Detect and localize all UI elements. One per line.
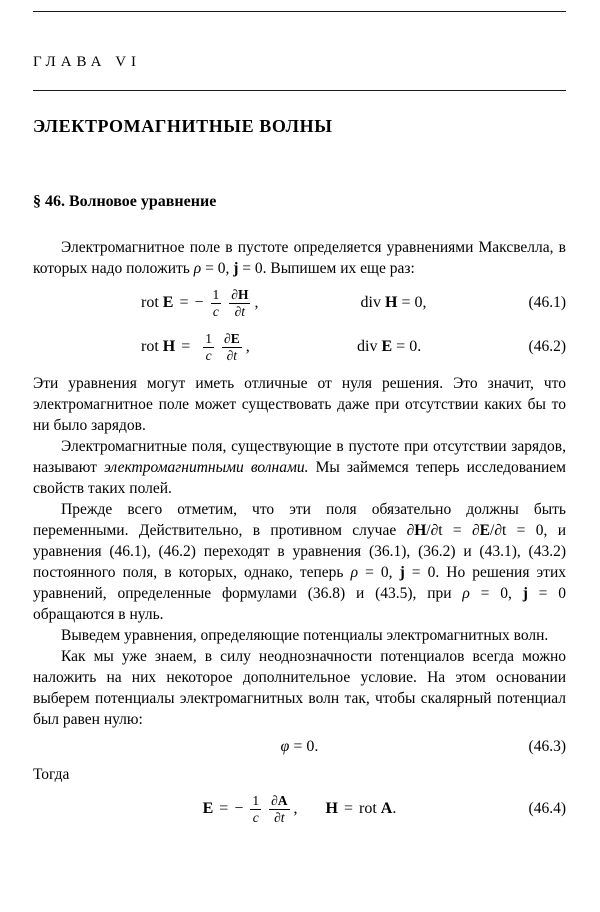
text-segment: E (479, 522, 491, 539)
equation-number-46-3: (46.3) (528, 738, 566, 755)
section-heading: § 46. Волновое уравнение (33, 193, 217, 210)
rot-operator: rot (141, 338, 159, 355)
text-segment: = 0, (201, 260, 234, 277)
minus-sign: − (194, 294, 204, 311)
vector-A: A (380, 800, 393, 817)
equation-46-1 (33, 283, 566, 323)
paragraph-5 (33, 625, 566, 646)
text-segment: электромагнитными волнами. (103, 459, 309, 476)
equation-46-3 (33, 734, 566, 760)
vector-E: E (202, 800, 214, 817)
text-segment: H (414, 522, 427, 539)
paragraph-4 (33, 499, 566, 625)
vector-H: H (162, 338, 176, 355)
vector-E: E (381, 338, 393, 355)
equation-number-46-2: (46.2) (528, 338, 566, 355)
comma: , (254, 294, 259, 311)
formula-e-potential (203, 793, 298, 825)
formula-div-e: div E = 0. (357, 338, 422, 355)
equation-46-2 (33, 327, 566, 367)
text-segment: ρ (350, 564, 359, 581)
equals-sign: = (343, 800, 354, 817)
text-segment: Электромагнитные поля, существующие в пустоте при отсутствии зарядов, называют (33, 438, 566, 476)
text-segment: ρ (462, 585, 470, 602)
text-segment: j (522, 585, 528, 602)
paragraph-2 (33, 373, 566, 436)
fraction-dA-dt: $\frac{\partial A}{\partial t}$ (271, 792, 288, 825)
paragraph-7 (33, 764, 566, 785)
div-operator: div (360, 294, 381, 311)
fraction-dH-dt: $\frac{\partial H}{\partial t}$ (231, 286, 249, 319)
vector-H: H (325, 800, 338, 817)
text-segment: Мы займемся теперь исследованием свойств таких полей. (33, 459, 566, 497)
period: . (392, 800, 397, 817)
formula-div-h: div H = 0, (360, 294, 427, 311)
text-segment: Эти уравнения могут иметь отличные от нуля решения. Это значит, что электромагнитное поле может существовать даже при отсутствии каких бы то ни было зарядов. (33, 375, 566, 434)
text-segment: ρ (193, 260, 202, 277)
fraction-one-over-c: $\frac{1}{c}$ (252, 792, 260, 825)
text-segment: = 0. Выпишем их еще раз: (238, 260, 415, 277)
fraction-one-over-c: $\frac{1}{c}$ (205, 330, 213, 363)
rot-operator: rot (359, 800, 377, 817)
rot-operator: rot (141, 294, 159, 311)
text-segment: j (233, 260, 239, 277)
text-segment: /∂t = 0, и уравнения (46.1), (46.2) переходят в уравнения (36.1), (36.2) и (43.1), (43.2) постоянного поля, в которых, однако, теперь (33, 522, 566, 581)
formula-phi-zero: φ = 0. (280, 738, 319, 755)
text-segment: = 0, (469, 585, 523, 602)
vector-E: E (162, 294, 174, 311)
equation-number-46-1: (46.1) (528, 294, 566, 311)
fraction-dE-dt: $\frac{\partial E}{\partial t}$ (224, 330, 240, 363)
equals-sign: = (219, 800, 229, 817)
text-segment: = 0, (358, 564, 400, 581)
text-segment: = 0. Но решения этих уравнений, определенные формулами (36.8) и (43.5), при (33, 564, 566, 602)
div-operator: div (357, 338, 378, 355)
text-segment: Тогда (33, 766, 70, 783)
formula-rot-h (141, 331, 250, 363)
chapter-heading: ГЛАВА VI (33, 54, 142, 70)
chapter-rule (33, 90, 566, 91)
text-segment: Выведем уравнения, определяющие потенциалы электромагнитных волн. (61, 627, 549, 644)
text-segment: = 0 обращаются в нуль. (33, 585, 566, 623)
equals-sign: = (181, 338, 191, 355)
text-segment: j (399, 564, 405, 581)
phi-symbol: φ (280, 738, 290, 755)
fraction-one-over-c: $\frac{1}{c}$ (212, 286, 220, 319)
text-segment: /∂t = ∂ (426, 522, 480, 539)
equals-sign: = (179, 294, 189, 311)
formula-rot-e (141, 287, 258, 319)
minus-sign: − (234, 800, 244, 817)
text-segment: Прежде всего отметим, что эти поля обязательно должны быть переменными. Действительно, в противном случае ∂ (33, 501, 566, 539)
top-rule (33, 11, 566, 12)
text-segment: Как мы уже знаем, в силу неоднозначности потенциалов всегда можно наложить на них некоторое дополнительное условие. На этом основании выберем потенциалы электромагнитных волн так, чтобы скалярный потенциал был равен нулю: (33, 648, 566, 728)
page-title: ЭЛЕКТРОМАГНИТНЫЕ ВОЛНЫ (33, 116, 333, 136)
equation-46-4 (33, 789, 566, 829)
paragraph-1 (33, 237, 566, 279)
formula-h-rot-a (326, 800, 397, 818)
comma: , (293, 800, 298, 817)
text-segment: Электромагнитное поле в пустоте определяется уравнениями Максвелла, в которых надо положить (33, 239, 566, 277)
vector-H: H (384, 294, 398, 311)
equation-number-46-4: (46.4) (528, 800, 566, 817)
paragraph-3 (33, 436, 566, 499)
comma: , (245, 338, 250, 355)
paragraph-6 (33, 646, 566, 730)
